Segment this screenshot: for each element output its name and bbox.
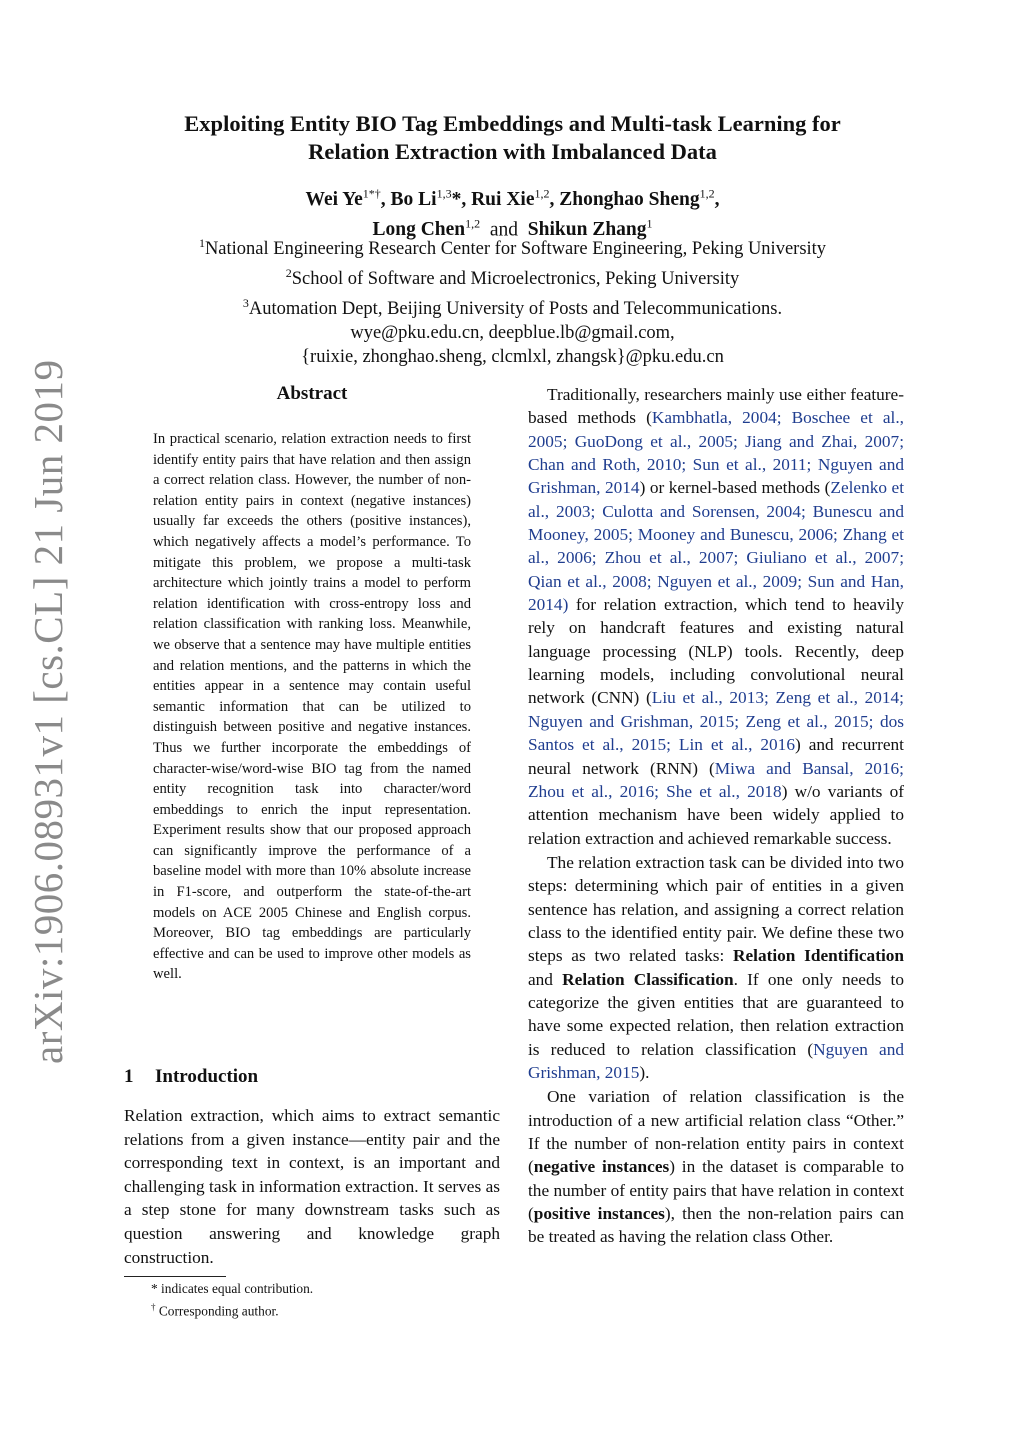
author-line-1 bbox=[130, 181, 895, 212]
author-sup: 1,3 bbox=[436, 186, 452, 200]
author-name: *, Rui Xie bbox=[451, 188, 535, 210]
text-run: ), then the non-relation pairs can be treated as having the relation class Other. bbox=[528, 1204, 904, 1247]
title-line-2: Relation Extraction with Imbalanced Data bbox=[308, 139, 717, 164]
affiliation-text: School of Software and Microelectronics, Peking University bbox=[291, 269, 740, 290]
footnotes bbox=[124, 1280, 500, 1320]
paragraph bbox=[528, 383, 904, 850]
section-title: Introduction bbox=[155, 1066, 259, 1087]
affiliation-sup: 3 bbox=[242, 296, 249, 311]
text-run: and bbox=[528, 969, 563, 989]
author-name: , Bo Li bbox=[380, 188, 437, 210]
text-run: for relation extraction, which tend to heavily rely on handcraft features and existing natural language processing (NLP) tools. Recently, deep learning models, including convolutional neural network (CNN) ( bbox=[528, 595, 904, 708]
author-sup: 1*† bbox=[362, 186, 381, 200]
text-run: The relation extraction task can be divided into two steps: determining which pair of entities in a given sentence has relation, and assigning a correct relation class to the identified entity pair. We define these two steps as two related tasks: bbox=[528, 852, 904, 966]
paper-title bbox=[130, 110, 895, 166]
footnote-text: Corresponding author. bbox=[155, 1303, 279, 1319]
footnote-rule bbox=[124, 1276, 226, 1277]
affiliation-row bbox=[110, 231, 915, 261]
paragraph bbox=[528, 851, 904, 1084]
author-sup: 1,2 bbox=[465, 216, 481, 231]
title-line-1: Exploiting Entity BIO Tag Embeddings and Multi-task Learning for bbox=[184, 111, 841, 136]
email-line: {ruixie, zhonghao.sheng, clcmlxl, zhangsk}@pku.edu.cn bbox=[301, 347, 724, 368]
author-name: , Zhonghao Sheng bbox=[549, 188, 700, 210]
citation-link[interactable]: Zelenko et al., 2003; Culotta and Sorensen, 2004; Bunescu and Mooney, 2005; Mooney and Bunescu, 2006; Zhang et al., 2006; Zhou et al., 2007; Giuliano et al., 2007; Qian et al., 2008; Nguyen et al., 2009; Sun and Han, 2014) bbox=[528, 478, 905, 615]
text-run: ) w/o variants of attention mechanism have been widely applied to relation extraction and achieved remarkable success. bbox=[528, 781, 904, 848]
author-sep: , bbox=[714, 188, 720, 210]
author-name: Long Chen bbox=[372, 219, 466, 240]
intro-paragraph: Relation extraction, which aims to extract semantic relations from a given instance—entity pair and the corresponding text in context, is an important and challenging task in information extraction. It serves as a step stone for many downstream tasks such as question answering and knowledge graph construction. bbox=[124, 1106, 500, 1267]
text-run: Traditionally, researchers mainly use either feature-based methods ( bbox=[528, 385, 904, 428]
affiliation-sup: 2 bbox=[285, 266, 292, 281]
citation-link[interactable]: Miwa and Bansal, 2016; Zhou et al., 2016; She et al., 2018 bbox=[528, 758, 904, 801]
bold-term: positive instances bbox=[533, 1204, 665, 1224]
abstract-text: In practical scenario, relation extraction needs to first identify entity pairs that have relation and then assign a correct relation class. However, the number of non-relation entity pairs in context (negative instances) usually far exceeds the others (positive instances), which negatively affects a model’s performance. To mitigate this problem, we propose a multi-task architecture which jointly trains a model to perform relation identification with cross-entropy loss and relation classification with ranking loss. Meanwhile, we observe that a sentence may have multiple entities and relation mentions, and the patterns in which the entities appear in a sentence may contain useful semantic information that can be utilized to distinguish between positive and negative instances. Thus we further incorporate the embeddings of character-wise/word-wise BIO tag from the named entity recognition task into character/word embeddings to enrich the input representation. Experiment results show that our proposed approach can significantly improve the performance of a baseline model with more than 10% absolute increase in F1-score, and outperform the state-of-the-art models on ACE 2005 Chinese and English corpus. Moreover, BIO tag embeddings are particularly effective and can be used to improve other models as well. bbox=[153, 431, 471, 983]
affiliation-text: Automation Dept, Beijing University of Posts and Telecommunications. bbox=[248, 299, 783, 320]
paragraph bbox=[528, 1085, 904, 1248]
abstract-heading: Abstract bbox=[276, 383, 348, 404]
text-run: . If one only needs to categorize the given entities that are guaranteed to have some expected relation, then relation extraction is reduced to relation classification ( bbox=[528, 969, 904, 1059]
right-column bbox=[528, 383, 904, 1250]
author-name: Shikun Zhang bbox=[527, 219, 647, 240]
section-heading bbox=[124, 1066, 258, 1088]
affiliation-sup: 1 bbox=[198, 236, 205, 250]
arxiv-identifier: arXiv:1906.08931v1 [cs.CL] 21 Jun 2019 bbox=[25, 359, 71, 1064]
text-run: ) in the dataset is comparable to the number of entity pairs that have relation in context ( bbox=[528, 1157, 905, 1224]
bold-term: negative instances bbox=[533, 1157, 670, 1177]
affiliation-row bbox=[110, 291, 915, 321]
author-and: and bbox=[489, 219, 519, 240]
author-sup: 1,2 bbox=[699, 186, 715, 200]
author-name: Wei Ye bbox=[305, 188, 363, 210]
text-run: ) or kernel-based methods ( bbox=[639, 478, 831, 498]
author-sup: 1,2 bbox=[534, 186, 550, 200]
citation-link[interactable]: Nguyen and Grishman, 2015 bbox=[528, 1039, 904, 1082]
footnote bbox=[124, 1298, 500, 1320]
bold-term: Relation Classification bbox=[562, 969, 734, 989]
text-run: ) and recurrent neural network (RNN) ( bbox=[528, 735, 904, 778]
email-line: wye@pku.edu.cn, deepblue.lb@gmail.com, bbox=[350, 323, 675, 344]
bold-term: Relation Identification bbox=[733, 946, 904, 966]
author-sup: 1 bbox=[646, 216, 653, 231]
footnote-mark: † bbox=[151, 1302, 156, 1312]
affiliations bbox=[110, 231, 915, 369]
citation-link[interactable]: Liu et al., 2013; Zeng et al., 2014; Nguyen and Grishman, 2015; Zeng et al., 2015; dos Santos et al., 2015; Lin et al., 2016 bbox=[528, 688, 904, 755]
affiliation-text: National Engineering Research Center for Software Engineering, Peking University bbox=[204, 239, 827, 260]
text-run: One variation of relation classification is the introduction of a new artificial relation class “Other.” If the number of non-relation entity pairs in context ( bbox=[528, 1087, 904, 1177]
section-number: 1 bbox=[124, 1066, 134, 1087]
citation-link[interactable]: Kambhatla, 2004; Boschee et al., 2005; GuoDong et al., 2005; Jiang and Zhai, 2007; Chan and Roth, 2010; Sun et al., 2011; Nguyen and Grishman, 2014 bbox=[528, 408, 904, 498]
footnote: * indicates equal contribution. bbox=[151, 1281, 314, 1296]
affiliation-row bbox=[110, 261, 915, 291]
text-run: ). bbox=[639, 1062, 650, 1082]
